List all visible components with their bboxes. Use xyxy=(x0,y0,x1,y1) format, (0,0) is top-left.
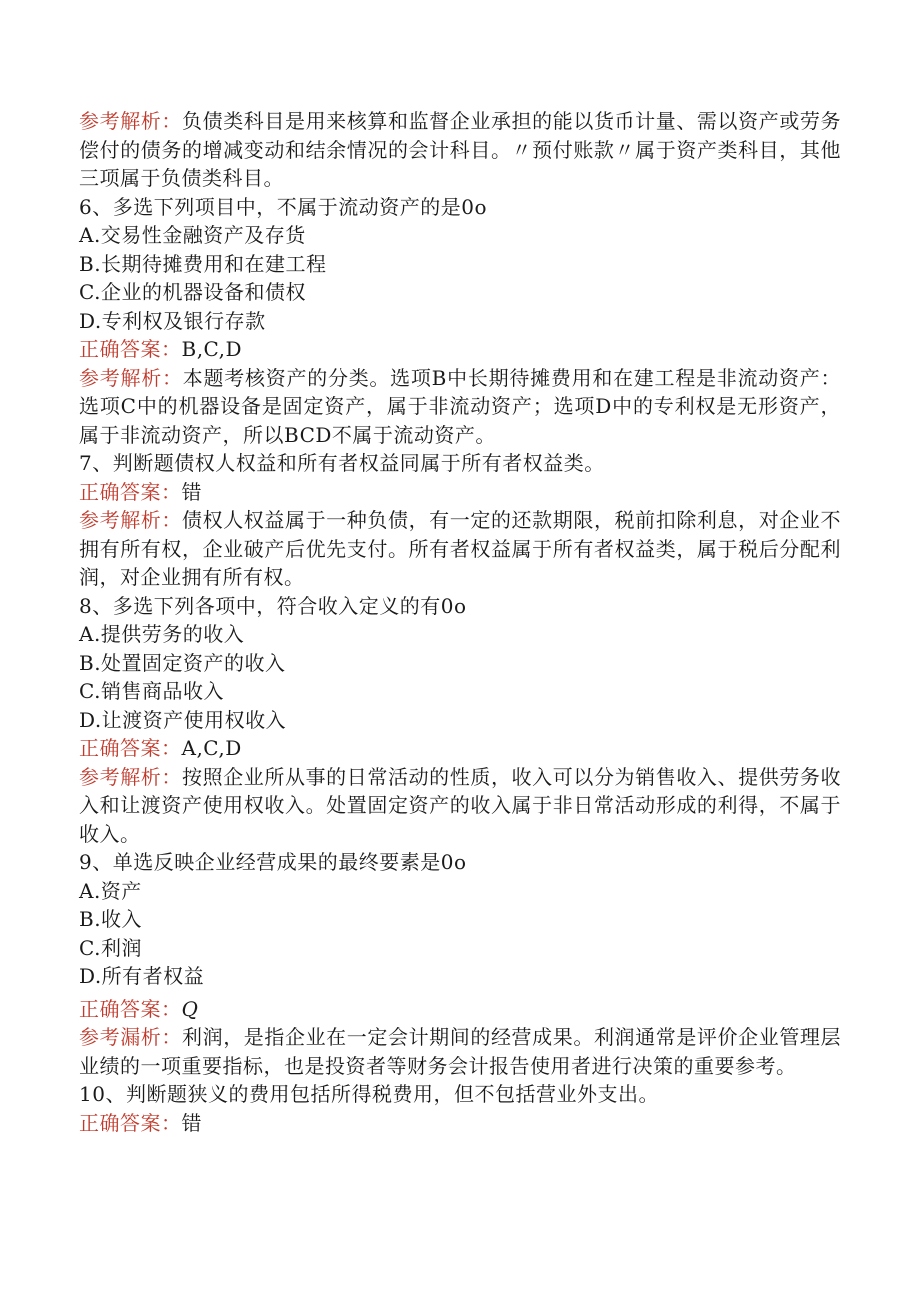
question-7: 7、判断题债权人权益和所有者权益同属于所有者权益类。 xyxy=(79,451,605,475)
option-9c: C.利润 xyxy=(79,935,142,960)
question-6: 6、多选下列项目中，不属于流动资产的是0o xyxy=(79,194,487,219)
explanation-label: 参考解析： xyxy=(79,764,182,789)
option-6b: B.长期待摊费用和在建工程 xyxy=(79,251,327,276)
option-8c: C.销售商品收入 xyxy=(79,679,224,703)
answer-value: 错 xyxy=(181,479,202,504)
answer-value: B,C,D xyxy=(181,337,243,361)
option-8d: D.让渡资产使用权收入 xyxy=(79,707,287,732)
answer-q7 xyxy=(79,478,841,507)
answer-q6 xyxy=(79,335,841,364)
explanation-q8 xyxy=(79,763,841,849)
question-10: 10、判断题狭义的费用包括所得税费用，但不包括营业外支出。 xyxy=(79,1082,659,1106)
option-6c: C.企业的机器设备和债权 xyxy=(79,280,306,304)
explanation-q7 xyxy=(79,506,841,592)
answer-q8 xyxy=(79,734,841,763)
explanation-q9 xyxy=(79,1023,841,1080)
answer-value: Q xyxy=(181,996,199,1021)
answer-label: 正确答案： xyxy=(79,479,182,504)
answer-q10 xyxy=(79,1109,841,1138)
explanation-text: 负债类科目是用来核算和监督企业承担的能以货币计量、需以资产或劳务偿付的债务的增减变动和结余情况的会计科目。〃预付账款〃属于资产类科目，其他三项属于负债类科目。 xyxy=(79,109,842,190)
explanation-text: 债权人权益属于一种负债，有一定的还款期限，税前扣除利息，对企业不拥有所有权，企业破产后优先支付。所有者权益属于所有者权益类，属于税后分配利润，对企业拥有所有权。 xyxy=(79,508,842,589)
explanation-q5 xyxy=(79,107,841,193)
option-8b: B.处置固定资产的收入 xyxy=(79,650,286,675)
explanation-text: 按照企业所从事的日常活动的性质，收入可以分为销售收入、提供劳务收入和让渡资产使用权收入。处置固定资产的收入属于非日常活动形成的利得，不属于收入。 xyxy=(79,764,842,846)
explanation-q6 xyxy=(79,364,841,450)
answer-value: 错 xyxy=(181,1110,202,1135)
document-page xyxy=(79,107,841,1137)
option-9d: D.所有者权益 xyxy=(79,964,205,988)
option-6a: A.交易性金融资产及存货 xyxy=(79,223,306,247)
question-8: 8、多选下列各项中，符合收入定义的有0o xyxy=(79,593,467,618)
answer-label: 正确答案： xyxy=(79,996,182,1021)
explanation-text: 本题考核资产的分类。选项B中长期待摊费用和在建工程是非流动资产：选项C中的机器设备是固定资产，属于非流动资产；选项D中的专利权是无形资产，属于非流动资产，所以BCD不属于流动资产。 xyxy=(79,365,842,447)
question-9: 9、单选反映企业经营成果的最终要素是0o xyxy=(79,850,467,874)
option-6d: D.专利权及银行存款 xyxy=(79,308,266,333)
explanation-label: 参考解析： xyxy=(79,365,183,390)
option-9a: A.资产 xyxy=(79,878,142,903)
answer-label: 正确答案： xyxy=(79,1110,182,1135)
explanation-label: 参考解析： xyxy=(79,508,182,532)
answer-q9 xyxy=(79,995,841,1024)
answer-label: 正确答案： xyxy=(79,337,182,361)
explanation-text: 利润，是指企业在一定会计期间的经营成果。利润通常是评价企业管理层业绩的一项重要指标，也是投资者等财务会计报告使用者进行决策的重要参考。 xyxy=(79,1025,842,1078)
explanation-label: 参考解析： xyxy=(79,109,182,133)
option-9b: B.收入 xyxy=(79,907,143,931)
answer-label: 正确答案： xyxy=(79,736,182,760)
option-8a: A.提供劳务的收入 xyxy=(79,622,245,646)
answer-value: A,C,D xyxy=(181,736,242,760)
explanation-label: 参考漏析： xyxy=(79,1025,182,1049)
